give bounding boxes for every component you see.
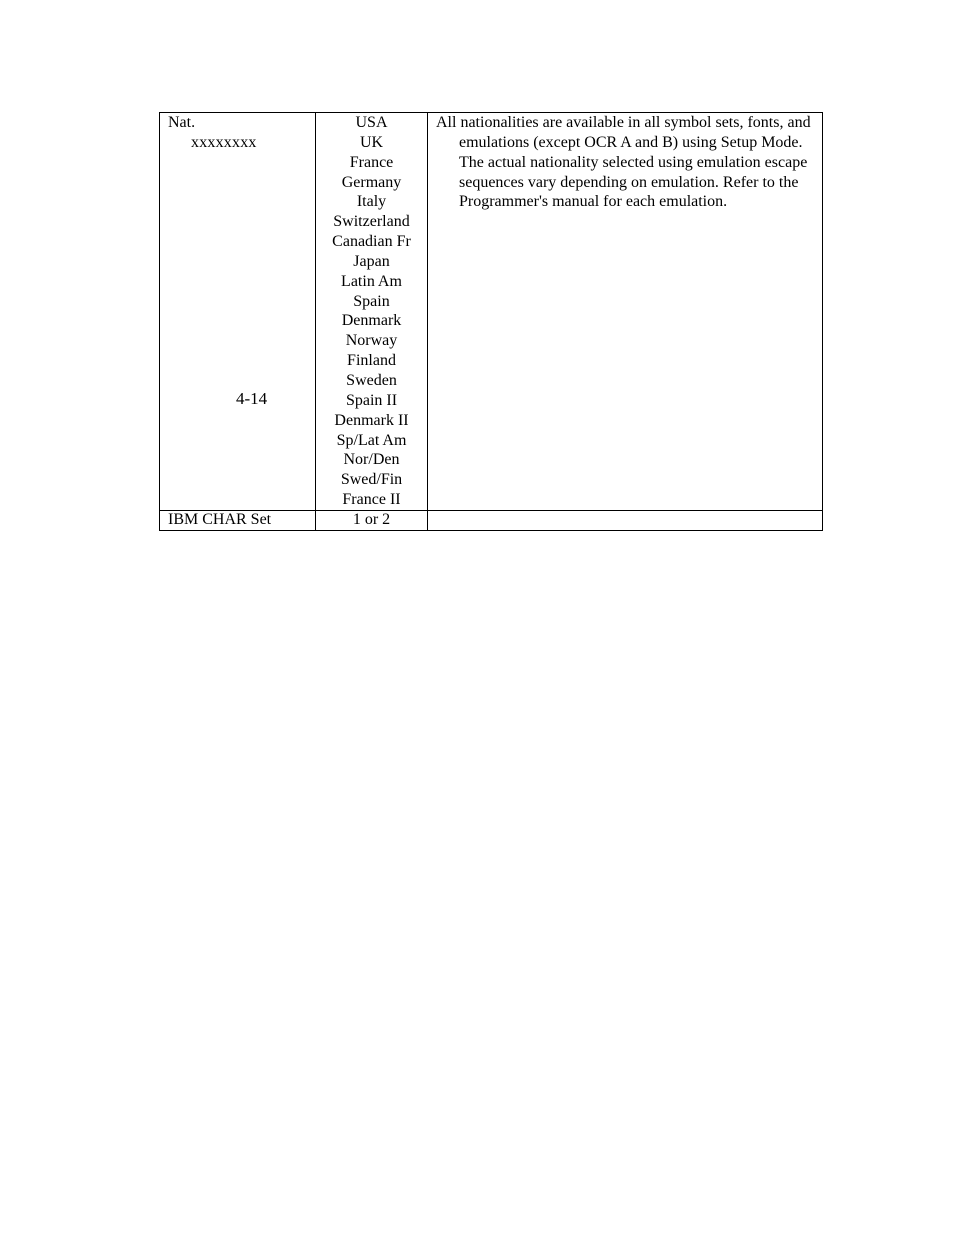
- page-number: 4-14: [236, 389, 268, 408]
- setting-values-cell: [316, 113, 428, 511]
- list-item: Japan: [353, 252, 390, 270]
- table-row: [160, 510, 823, 530]
- list-item: Spain: [353, 292, 390, 310]
- setting-name-cell: [160, 113, 316, 511]
- setting-value: 1 or 2: [316, 510, 428, 530]
- setting-description: All nationalities are available in all symbol sets, fonts, and emulations (except OCR A and B) using Setup Mode. The actual nationality selected using emulation escape sequences vary depending on emulation. Refer to the Programmer's manual for each emulation.: [436, 114, 811, 211]
- list-item: France: [349, 153, 394, 171]
- list-item: Finland: [347, 352, 396, 370]
- list-item: Norway: [345, 332, 398, 350]
- list-item: Italy: [356, 193, 387, 211]
- list-item: Latin Am: [341, 272, 402, 290]
- list-item: USA: [355, 114, 388, 131]
- setting-name: IBM CHAR Set: [160, 510, 316, 530]
- list-item: UK: [359, 133, 384, 151]
- list-item: France II: [342, 491, 401, 509]
- setting-placeholder-code: xxxxxxxx: [191, 133, 257, 151]
- list-item: Canadian Fr: [332, 233, 411, 251]
- setting-description: [428, 510, 823, 530]
- setting-name: Nat.: [168, 114, 196, 131]
- settings-table: [159, 112, 823, 531]
- list-item: Swed/Fin: [340, 471, 403, 489]
- list-item: Switzerland: [333, 213, 410, 231]
- list-item: Denmark: [341, 312, 402, 330]
- list-item: Nor/Den: [343, 451, 400, 469]
- list-item: Sp/Lat Am: [336, 431, 407, 449]
- list-item: Sweden: [346, 371, 397, 389]
- list-item: Denmark II: [334, 411, 409, 429]
- list-item: Germany: [341, 173, 402, 191]
- setting-description-cell: [428, 113, 823, 511]
- list-item: Spain II: [345, 391, 398, 409]
- table-row: [160, 113, 823, 511]
